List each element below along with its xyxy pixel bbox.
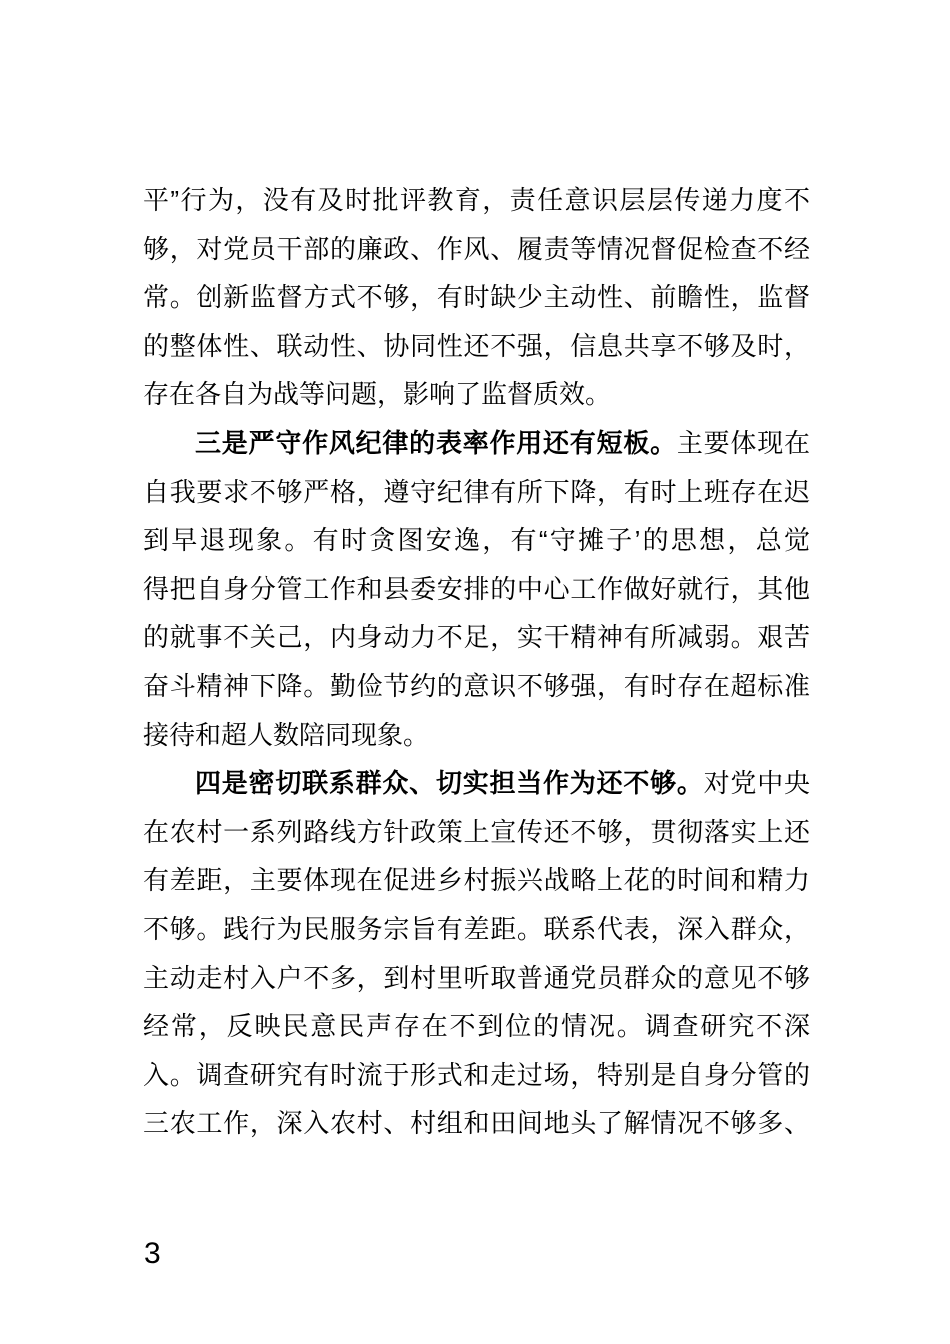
- paragraph-heading-text: 四是密切联系群众、切实担当作为还不够。: [195, 768, 704, 799]
- text-line: [143, 565, 810, 614]
- text-line: [143, 1051, 810, 1100]
- paragraph-text: 对党中央: [703, 768, 810, 799]
- text-line: [143, 176, 810, 225]
- paragraph-text: 常。创新监督方式不够，有时缺少主动性、前瞻性，监督: [143, 282, 810, 313]
- text-line: [143, 613, 810, 662]
- text-line: [143, 662, 810, 711]
- text-line: [143, 1002, 810, 1051]
- text-line: [143, 516, 810, 565]
- text-line: [143, 759, 810, 808]
- text-line: [143, 419, 810, 468]
- paragraph-text: 在农村一系列路线方针政策上宣传还不够，贯彻落实上还: [143, 816, 810, 847]
- paragraph-text: 到早退现象。有时贪图安逸，有“守摊子’的思想，总觉: [143, 525, 810, 556]
- text-line: [143, 225, 810, 274]
- text-line: [143, 468, 810, 517]
- page-number: 3: [144, 1237, 161, 1270]
- paragraph-text: 主要体现在: [676, 427, 810, 458]
- text-line: [143, 273, 810, 322]
- text-line: [143, 905, 810, 954]
- paragraph-text: 平”行为，没有及时批评教育，责任意识层层传递力度不: [143, 185, 810, 215]
- paragraph-text: 入。调查研究有时流于形式和走过场，特别是自身分管的: [143, 1059, 810, 1090]
- paragraph-text: 得把自身分管工作和县委安排的中心工作做好就行，其他: [143, 573, 810, 604]
- paragraph-text: 存在各自为战等问题，影响了监督质效。: [143, 379, 612, 410]
- document-body: [143, 176, 810, 1148]
- text-line: [143, 954, 810, 1003]
- text-line: [143, 711, 810, 760]
- paragraph-text: 不够。践行为民服务宗旨有差距。联系代表，深入群众，: [143, 913, 810, 944]
- paragraph-text: 经常，反映民意民声存在不到位的情况。调查研究不深: [143, 1011, 810, 1042]
- paragraph-text: 的就事不关己，内身动力不足，实干精神有所减弱。艰苦: [143, 622, 810, 653]
- paragraph-text: 奋斗精神下降。勤俭节约的意识不够强，有时存在超标准: [143, 670, 810, 701]
- paragraph-text: 接待和超人数陪同现象。: [143, 719, 430, 750]
- text-line: [143, 322, 810, 371]
- paragraph-text: 够，对党员干部的廉政、作风、履责等情况督促检查不经: [143, 233, 810, 264]
- paragraph-heading-text: 三是严守作风纪律的表率作用还有短板。: [195, 427, 677, 458]
- text-line: [143, 856, 810, 905]
- paragraph-text: 自我要求不够严格，遵守纪律有所下降，有时上班存在迟: [143, 476, 810, 507]
- text-line: [143, 808, 810, 857]
- paragraph-text: 三农工作，深入农村、村组和田间地头了解情况不够多、: [143, 1108, 810, 1139]
- paragraph-text: 主动走村入户不多，到村里听取普通党员群众的意见不够: [143, 962, 810, 993]
- text-line: [143, 370, 810, 419]
- text-line: [143, 1099, 810, 1148]
- paragraph-text: 的整体性、联动性、协同性还不强，信息共享不够及时，: [143, 330, 810, 361]
- paragraph-text: 有差距，主要体现在促进乡村振兴战略上花的时间和精力: [143, 865, 810, 896]
